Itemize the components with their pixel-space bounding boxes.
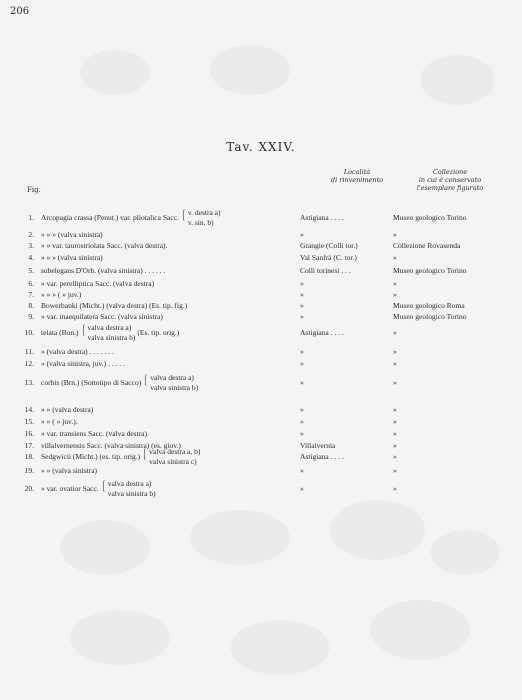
bleed-through-shape <box>70 610 170 665</box>
row-number: 14. <box>24 405 34 414</box>
row-number: 3. <box>28 241 34 250</box>
row-collection: » <box>393 279 397 288</box>
table-row <box>0 328 522 342</box>
row-description: » » (valva sinistra) <box>41 466 98 475</box>
header-localita-line2: di rinvenimento <box>330 176 384 184</box>
row-number: 10. <box>24 328 34 337</box>
row-locality: » <box>300 301 304 310</box>
row-locality: » <box>300 279 304 288</box>
row-number: 17. <box>24 441 34 450</box>
bleed-through-shape <box>430 530 500 575</box>
row-collection: » <box>393 290 397 299</box>
bleed-through-shape <box>230 620 330 675</box>
row-locality: » <box>300 359 304 368</box>
row-number: 2. <box>28 230 34 239</box>
row-number: 16. <box>24 429 34 438</box>
row-locality: » <box>300 378 304 387</box>
row-description: corbis (Brn.) (Sottotipo di Sacco) <box>41 378 142 387</box>
row-subentry-b: valva sinistra b) <box>87 333 136 342</box>
bleed-through-shape <box>190 510 290 565</box>
row-description: subelegans D'Orb. (valva sinistra) . . . . . . <box>41 266 166 275</box>
row-number: 11. <box>24 347 34 356</box>
row-number: 18. <box>24 452 34 461</box>
row-locality: » <box>300 417 304 426</box>
brace-glyph: { <box>81 323 85 338</box>
row-locality: Colli torinesi . . . <box>300 266 351 275</box>
row-locality: » <box>300 405 304 414</box>
row-collection: Museo geologico Roma <box>393 301 465 310</box>
row-locality: Val Sanfrà (C. tor.) <box>300 253 357 262</box>
brace-glyph: { <box>143 447 147 462</box>
row-collection: » <box>393 466 397 475</box>
header-localita <box>322 168 392 184</box>
row-locality: Villalvernia <box>300 441 336 450</box>
row-collection: » <box>393 328 397 337</box>
bleed-through-shape <box>420 55 495 105</box>
row-collection: » <box>393 441 397 450</box>
row-description: » var. perelliptica Sacc. (valva destra) <box>41 279 155 288</box>
header-fig: Fig. <box>27 186 41 194</box>
header-collezione-line3: l'esemplare figurato <box>416 184 484 192</box>
row-collection: » <box>393 484 397 493</box>
row-locality: Astigiana . . . . <box>300 213 344 222</box>
row-number: 5. <box>28 266 34 275</box>
bleed-through-shape <box>60 520 150 575</box>
row-subentry-a: valva destra a) <box>150 373 194 382</box>
table-row <box>0 452 522 466</box>
row-description: Arcopagia crassa (Penut.) var. pliotalica Sacc. <box>41 213 179 222</box>
brace-glyph: { <box>181 208 186 223</box>
row-number: 15. <box>24 417 34 426</box>
row-description: » (valva destra) . . . . . . . <box>41 347 114 356</box>
row-locality: Grangie (Colli tor.) <box>300 241 358 250</box>
row-locality: » <box>300 230 304 239</box>
table-row <box>0 466 522 480</box>
table-row <box>0 253 522 267</box>
row-locality: » <box>300 347 304 356</box>
header-collezione-line1: Collezione <box>432 168 468 176</box>
bleed-through-shape <box>80 50 150 95</box>
row-number: 4. <box>28 253 34 262</box>
header-localita-line1: Località <box>343 168 371 176</box>
row-subentry-b: valva sinistra b) <box>150 383 199 392</box>
row-description: » var. ovatior Sacc. <box>41 484 99 493</box>
row-number: 20. <box>24 484 34 493</box>
row-collection: Museo geologico Torino <box>393 266 467 275</box>
row-subentry-a: v. destra a) <box>187 208 221 217</box>
header-collezione <box>395 168 505 192</box>
bleed-through-shape <box>330 500 425 560</box>
row-collection: Collezione Rovasenda <box>393 241 461 250</box>
brace-glyph: { <box>144 373 148 388</box>
row-number: 8. <box>28 301 34 310</box>
row-locality: Astigiana . . . . <box>300 328 344 337</box>
row-collection: » <box>393 429 397 438</box>
row-description: Bowerbanki (Micht.) (valva destra) (Es. tip. fig.) <box>41 301 188 310</box>
row-collection: » <box>393 417 397 426</box>
row-collection: Museo geologico Torino <box>393 312 467 321</box>
row-number: 9. <box>28 312 34 321</box>
table-row <box>0 213 522 227</box>
row-description: » (valva sinistra, juv.) . . . . . <box>41 359 125 368</box>
row-collection: » <box>393 359 397 368</box>
header-collezione-line2: in cui è conservato <box>418 176 482 184</box>
plate-title: Tav. XXIV. <box>226 140 296 154</box>
row-collection: Museo geologico Torino <box>393 213 467 222</box>
row-collection: » <box>393 452 397 461</box>
row-collection: » <box>393 378 397 387</box>
table-row <box>0 266 522 280</box>
row-locality: » <box>300 290 304 299</box>
row-number: 6. <box>28 279 34 288</box>
row-description: » » var. taurostriolata Sacc. (valva destra). <box>41 241 168 250</box>
row-locality: » <box>300 312 304 321</box>
row-number: 19. <box>24 466 34 475</box>
row-subentry-b: valva sinistra c) <box>149 457 197 466</box>
row-number: 12. <box>24 359 34 368</box>
row-collection: » <box>393 347 397 356</box>
row-description: villalvernensis Sacc. (valva sinistra) (es. giov.) <box>41 441 181 450</box>
row-number: 1. <box>28 213 34 222</box>
row-locality: » <box>300 466 304 475</box>
row-description: » var. transiens Sacc. (valva destra). <box>41 429 149 438</box>
row-subentry-a: valva destra a) <box>107 479 152 488</box>
row-description: » » (valva destra) <box>41 405 94 414</box>
row-subentry-a: valva destra a, b) <box>149 447 201 456</box>
row-description: Sedgwicii (Micht.) (es. tip. orig.) <box>41 452 141 461</box>
row-subentry-b: valva sinistra b) <box>107 489 156 498</box>
row-description: » » » ( » juv.) <box>41 290 82 299</box>
brace-glyph: { <box>101 479 106 494</box>
row-subentry-b: v. sin. b) <box>187 218 214 227</box>
row-collection: » <box>393 253 397 262</box>
page-number: 206 <box>10 6 30 17</box>
row-extra-note: (Es. tip. orig.) <box>137 328 180 337</box>
row-locality: » <box>300 429 304 438</box>
row-description: » » » (valva sinistra) <box>41 230 103 239</box>
bleed-through-shape <box>210 45 290 95</box>
table-row <box>0 359 522 373</box>
row-description: » » ( » juv.). <box>41 417 78 426</box>
row-subentry-a: valva destra a) <box>87 323 132 332</box>
row-description: » var. inaequilatera Sacc. (valva sinistra) <box>41 312 163 321</box>
bleed-through-shape <box>370 600 470 660</box>
row-description: » » » (valva sinistra) <box>41 253 103 262</box>
row-locality: Astigiana . . . . <box>300 452 344 461</box>
row-description: telata (Bon.) <box>41 328 79 337</box>
row-collection: » <box>393 230 397 239</box>
row-collection: » <box>393 405 397 414</box>
table-row <box>0 378 522 392</box>
table-row <box>0 312 522 326</box>
row-number: 13. <box>24 378 34 387</box>
table-row <box>0 484 522 498</box>
row-locality: » <box>300 484 304 493</box>
row-number: 7. <box>28 290 34 299</box>
